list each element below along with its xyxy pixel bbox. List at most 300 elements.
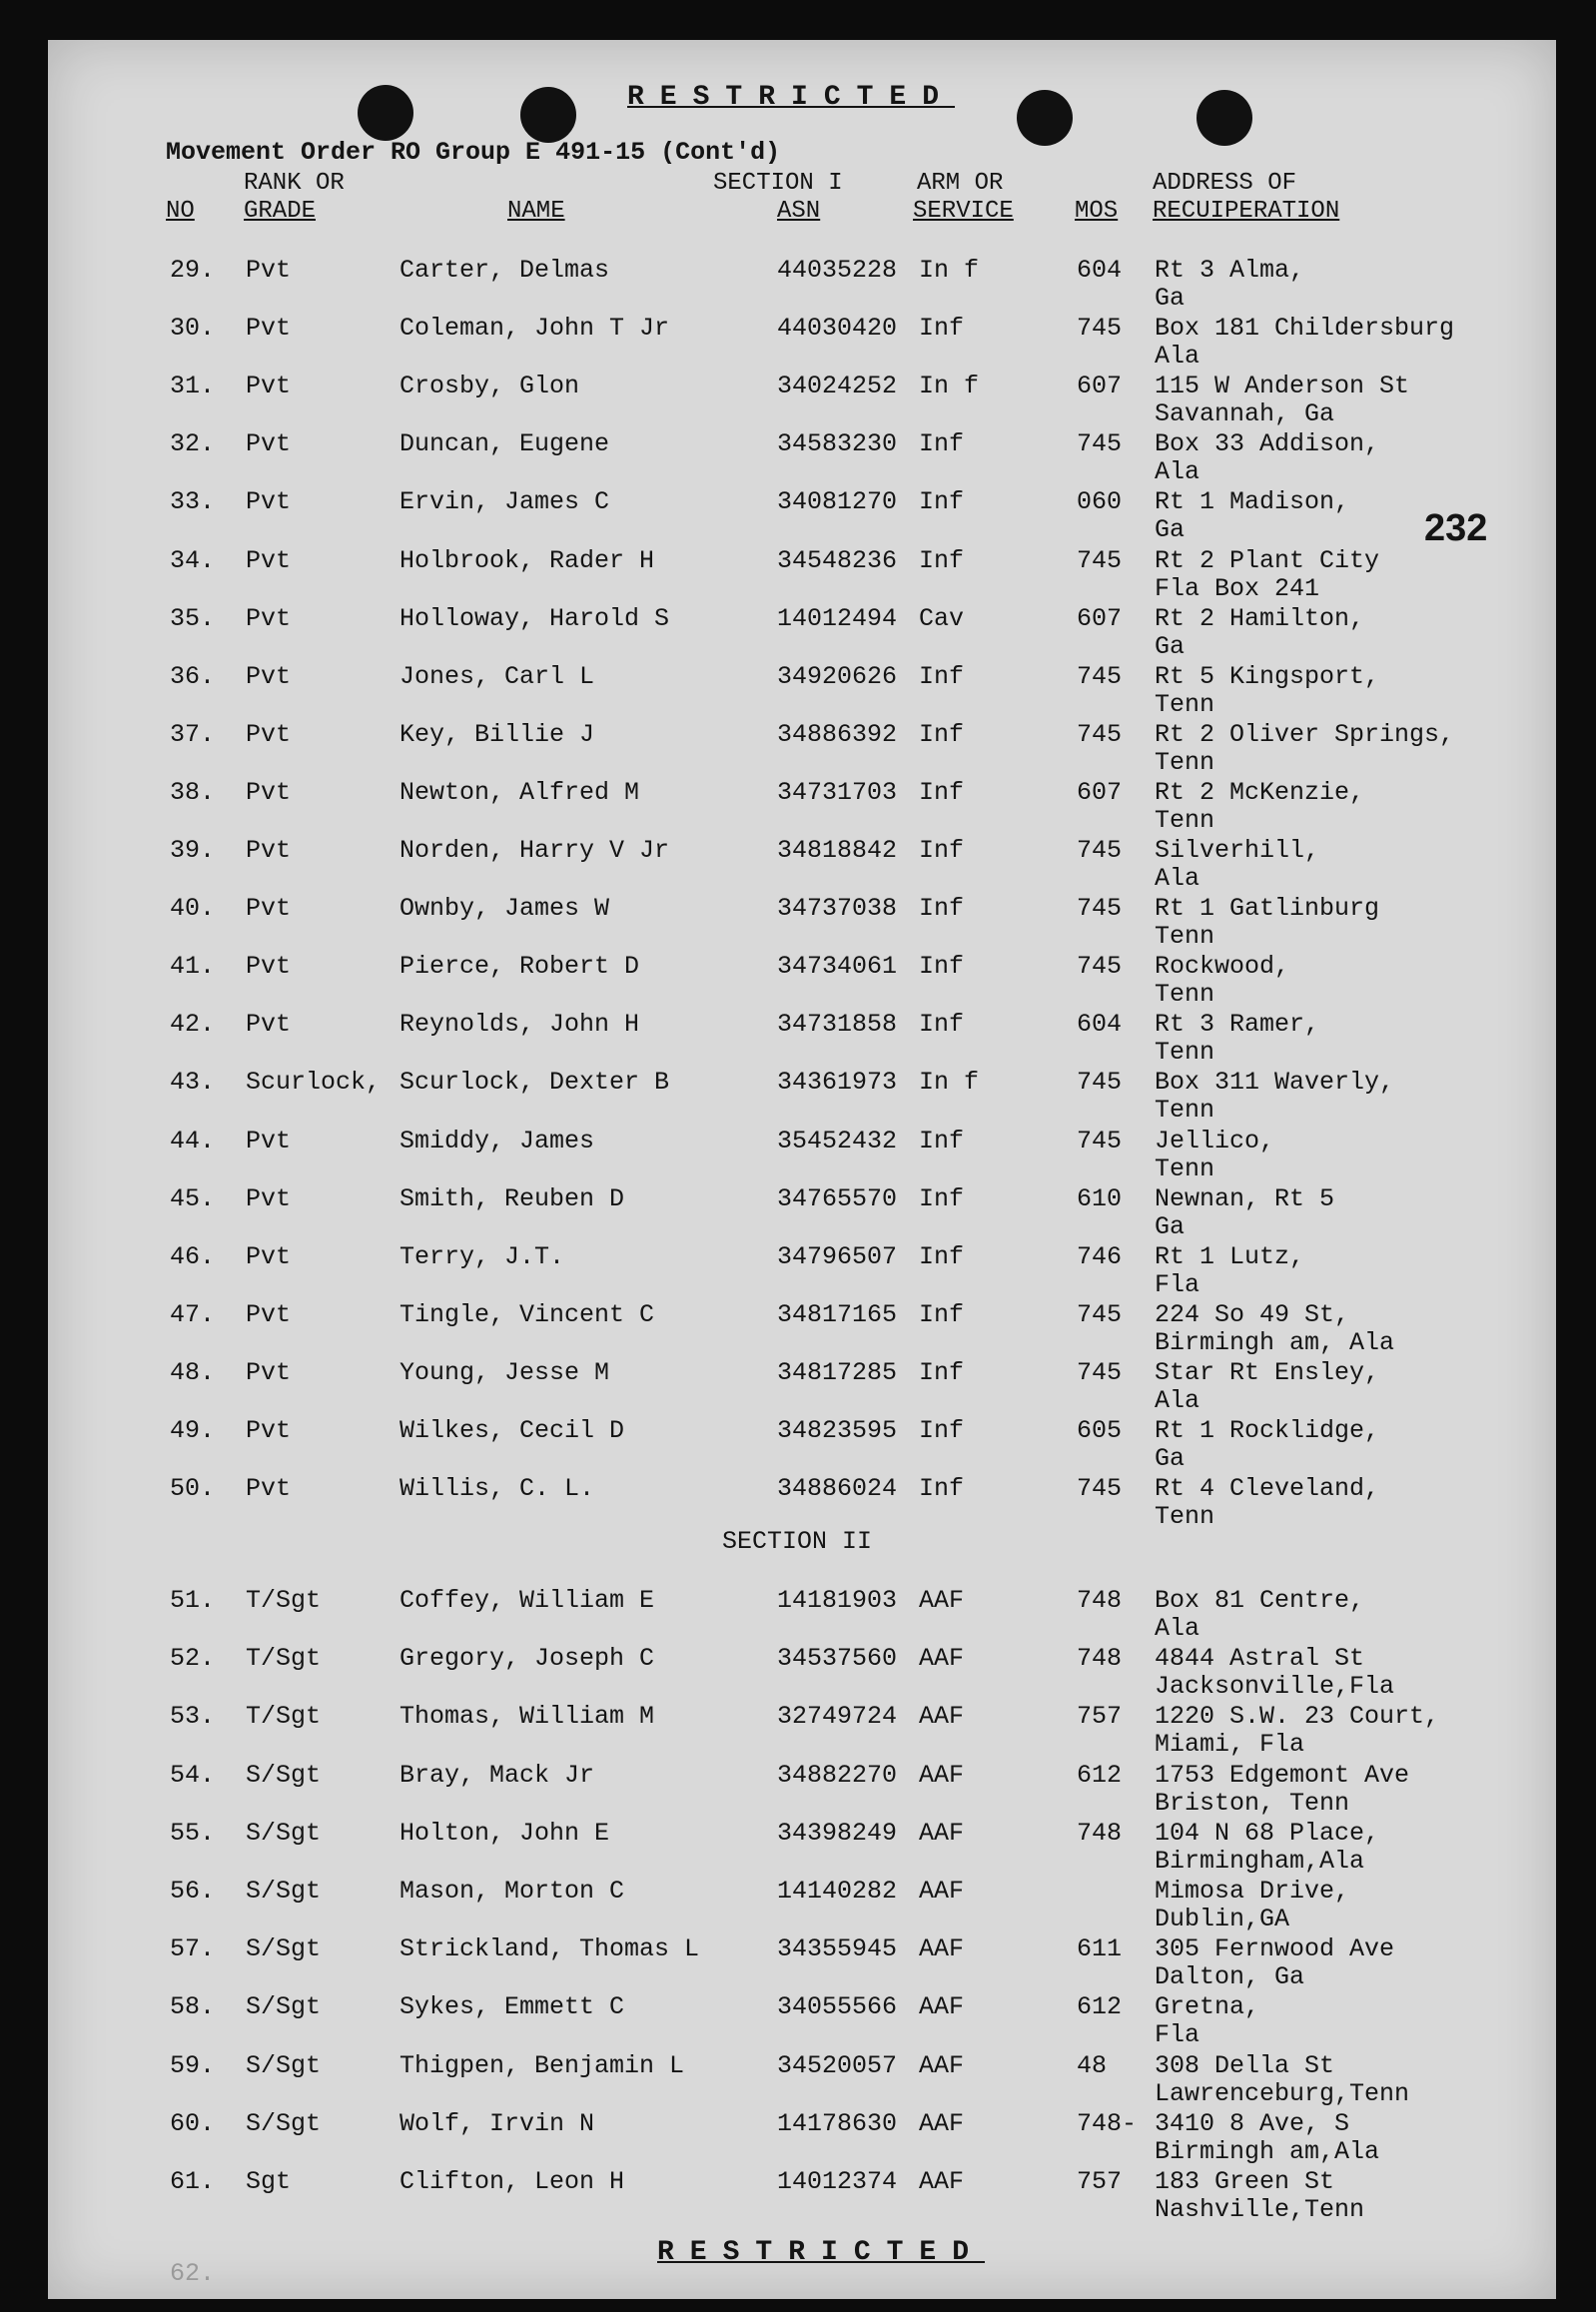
punch-hole	[1017, 90, 1073, 146]
address-line2: Tenn	[1155, 689, 1215, 719]
address-line1: Rt 1 Gatlinburg	[1155, 894, 1380, 924]
col-rank-line2: GRADE	[244, 198, 317, 225]
col-asn: ASN	[777, 198, 821, 225]
table-row	[48, 314, 1556, 372]
address-line2: Jacksonville,Fla	[1155, 1672, 1395, 1702]
mos-code: 605	[1077, 1416, 1123, 1445]
rank: Pvt	[246, 1010, 292, 1040]
soldier-name: Crosby, Glon	[399, 372, 580, 401]
mos-code: 612	[1077, 1760, 1123, 1790]
serial-number: 14181903	[777, 1586, 898, 1615]
serial-number: 35452432	[777, 1126, 898, 1156]
address-line1: Rt 4 Cleveland,	[1155, 1474, 1380, 1504]
col-no: NO	[166, 198, 195, 225]
table-row	[48, 2109, 1556, 2167]
address-line1: Box 81 Centre,	[1155, 1586, 1365, 1615]
row-number: 38.	[170, 777, 216, 807]
arm-or-service: Inf	[919, 952, 965, 982]
soldier-name: Jones, Carl L	[399, 661, 595, 691]
soldier-name: Smith, Reuben D	[399, 1183, 625, 1213]
arm-or-service: Inf	[919, 1126, 965, 1156]
mos-code: 748-	[1077, 2108, 1138, 2138]
rank: Pvt	[246, 719, 292, 749]
address-line2: Ga	[1155, 1444, 1186, 1473]
address-line2: Tenn	[1155, 922, 1215, 952]
mos-code: 607	[1077, 372, 1123, 401]
address-line2: Ga	[1155, 631, 1186, 661]
punch-hole	[520, 87, 576, 143]
serial-number: 34886392	[777, 719, 898, 749]
address-line2: Savannah, Ga	[1155, 399, 1335, 429]
address-line2: Birmingh am, Ala	[1155, 1327, 1395, 1357]
address-line2: Tenn	[1155, 980, 1215, 1010]
restricted-header: RESTRICTED	[627, 82, 956, 113]
table-row	[48, 1416, 1556, 1474]
mos-code: 745	[1077, 1474, 1123, 1504]
col-mos: MOS	[1075, 198, 1119, 225]
arm-or-service: Inf	[919, 314, 965, 344]
arm-or-service: Inf	[919, 1299, 965, 1329]
row-number: 61.	[170, 2167, 216, 2196]
soldier-name: Key, Billie J	[399, 719, 595, 749]
table-row	[48, 1586, 1556, 1644]
arm-or-service: Inf	[919, 1010, 965, 1040]
serial-number: 34537560	[777, 1644, 898, 1674]
rank: S/Sgt	[246, 1818, 322, 1848]
table-row	[48, 1068, 1556, 1126]
soldier-name: Holton, John E	[399, 1818, 610, 1848]
soldier-name: Sykes, Emmett C	[399, 1992, 625, 2022]
row-number: 29.	[170, 256, 216, 285]
serial-number: 34081270	[777, 487, 898, 517]
mos-code: 48	[1077, 2050, 1108, 2080]
serial-number: 34920626	[777, 661, 898, 691]
address-line1: 104 N 68 Place,	[1155, 1818, 1380, 1848]
table-row	[48, 1644, 1556, 1702]
address-line1: Silverhill,	[1155, 836, 1320, 865]
rank: Scurlock,	[246, 1068, 382, 1098]
address-line1: 224 So 49 St,	[1155, 1299, 1350, 1329]
serial-number: 34765570	[777, 1183, 898, 1213]
soldier-name: Smiddy, James	[399, 1126, 595, 1156]
row-number: 41.	[170, 952, 216, 982]
address-line1: Rt 3 Ramer,	[1155, 1010, 1320, 1040]
table-row	[48, 429, 1556, 487]
row-number: 43.	[170, 1068, 216, 1098]
mos-code: 745	[1077, 1299, 1123, 1329]
soldier-name: Terry, J.T.	[399, 1241, 565, 1271]
serial-number: 44035228	[777, 256, 898, 285]
arm-or-service: Inf	[919, 894, 965, 924]
soldier-name: Duncan, Eugene	[399, 429, 610, 459]
row-number: 30.	[170, 314, 216, 344]
address-line1: Rt 1 Madison,	[1155, 487, 1350, 517]
table-row	[48, 604, 1556, 662]
mos-code: 746	[1077, 1241, 1123, 1271]
address-line2: Ga	[1155, 284, 1186, 313]
rank: Pvt	[246, 1357, 292, 1387]
soldier-name: Young, Jesse M	[399, 1357, 610, 1387]
address-line2: Birmingham,Ala	[1155, 1846, 1365, 1876]
mos-code: 757	[1077, 1702, 1123, 1732]
address-line1: 3410 8 Ave, S	[1155, 2108, 1350, 2138]
mos-code: 610	[1077, 1183, 1123, 1213]
address-line2: Tenn	[1155, 747, 1215, 777]
address-line2: Tenn	[1155, 1038, 1215, 1068]
mos-code: 745	[1077, 545, 1123, 575]
col-arm-line2: SERVICE	[913, 198, 1014, 225]
col-address-line2: RECUIPERATION	[1153, 198, 1340, 225]
rank: Pvt	[246, 314, 292, 344]
address-line2: Ga	[1155, 515, 1186, 545]
arm-or-service: Inf	[919, 1357, 965, 1387]
serial-number: 14012374	[777, 2167, 898, 2196]
row-number: 49.	[170, 1416, 216, 1445]
arm-or-service: AAF	[919, 1702, 965, 1732]
address-line1: Newnan, Rt 5	[1155, 1183, 1335, 1213]
address-line2: Dublin,GA	[1155, 1905, 1290, 1933]
mos-code: 748	[1077, 1818, 1123, 1848]
mos-code: 745	[1077, 719, 1123, 749]
soldier-name: Ervin, James C	[399, 487, 610, 517]
serial-number: 34882270	[777, 1760, 898, 1790]
arm-or-service: Inf	[919, 1241, 965, 1271]
address-line2: Ala	[1155, 864, 1200, 893]
serial-number: 34398249	[777, 1818, 898, 1848]
arm-or-service: Cav	[919, 603, 965, 633]
row-number: 54.	[170, 1760, 216, 1790]
serial-number: 14178630	[777, 2108, 898, 2138]
address-line2: Tenn	[1155, 1154, 1215, 1183]
table-row	[48, 1992, 1556, 2050]
table-row	[48, 778, 1556, 836]
row-number: 32.	[170, 429, 216, 459]
serial-number: 34796507	[777, 1241, 898, 1271]
arm-or-service: In f	[919, 372, 980, 401]
serial-number: 34520057	[777, 2050, 898, 2080]
row-number: 47.	[170, 1299, 216, 1329]
address-line2: Ga	[1155, 1211, 1186, 1241]
row-number: 59.	[170, 2050, 216, 2080]
address-line1: 183 Green St	[1155, 2167, 1335, 2196]
address-line1: Rt 2 McKenzie,	[1155, 777, 1365, 807]
row-number: 57.	[170, 1934, 216, 1964]
soldier-name: Gregory, Joseph C	[399, 1644, 655, 1674]
table-row	[48, 256, 1556, 314]
rank: T/Sgt	[246, 1702, 322, 1732]
address-line2: Fla Box 241	[1155, 573, 1320, 603]
serial-number: 34548236	[777, 545, 898, 575]
row-number: 51.	[170, 1586, 216, 1615]
address-line2: Nashville,Tenn	[1155, 2195, 1365, 2224]
row-number: 48.	[170, 1357, 216, 1387]
soldier-name: Mason, Morton C	[399, 1877, 625, 1906]
table-row	[48, 836, 1556, 894]
address-line2: Briston, Tenn	[1155, 1788, 1350, 1818]
address-line1: 1220 S.W. 23 Court,	[1155, 1702, 1440, 1732]
arm-or-service: Inf	[919, 487, 965, 517]
serial-number: 14012494	[777, 603, 898, 633]
address-line1: Rt 3 Alma,	[1155, 256, 1305, 285]
punch-hole	[358, 85, 413, 141]
address-line1: Gretna,	[1155, 1992, 1260, 2022]
arm-or-service: AAF	[919, 1818, 965, 1848]
rank: S/Sgt	[246, 2108, 322, 2138]
address-line1: Jellico,	[1155, 1126, 1275, 1156]
address-line2: Ala	[1155, 457, 1200, 487]
serial-number: 34818842	[777, 836, 898, 865]
arm-or-service: Inf	[919, 719, 965, 749]
address-line1: 1753 Edgemont Ave	[1155, 1760, 1410, 1790]
rank: Pvt	[246, 1126, 292, 1156]
address-line1: Rt 1 Rocklidge,	[1155, 1416, 1380, 1445]
address-line2: Ala	[1155, 342, 1200, 372]
mos-code: 745	[1077, 894, 1123, 924]
serial-number: 34737038	[777, 894, 898, 924]
soldier-name: Willis, C. L.	[399, 1474, 595, 1504]
address-line2: Birmingh am,Ala	[1155, 2136, 1380, 2166]
row-number: 36.	[170, 661, 216, 691]
rank: Pvt	[246, 256, 292, 285]
row-number: 60.	[170, 2108, 216, 2138]
address-line1: Rt 2 Oliver Springs,	[1155, 719, 1455, 749]
soldier-name: Wolf, Irvin N	[399, 2108, 595, 2138]
mos-code: 612	[1077, 1992, 1123, 2022]
address-line1: Mimosa Drive,	[1155, 1877, 1350, 1906]
section-i-label: SECTION I	[713, 170, 843, 197]
row-number: 42.	[170, 1010, 216, 1040]
rank: S/Sgt	[246, 1934, 322, 1964]
address-line2: Tenn	[1155, 805, 1215, 835]
arm-or-service: AAF	[919, 1992, 965, 2022]
row-number: 31.	[170, 372, 216, 401]
address-line1: Box 181 Childersburg	[1155, 314, 1455, 344]
punch-hole	[1197, 90, 1252, 146]
rank: T/Sgt	[246, 1644, 322, 1674]
rank: Pvt	[246, 487, 292, 517]
rank: Pvt	[246, 545, 292, 575]
address-line1: Rt 2 Plant City	[1155, 545, 1380, 575]
table-row	[48, 1358, 1556, 1416]
arm-or-service: AAF	[919, 1760, 965, 1790]
arm-or-service: AAF	[919, 2050, 965, 2080]
rank: S/Sgt	[246, 1877, 322, 1906]
row-number: 56.	[170, 1877, 216, 1906]
serial-number: 34024252	[777, 372, 898, 401]
address-line1: 308 Della St	[1155, 2050, 1335, 2080]
soldier-name: Bray, Mack Jr	[399, 1760, 595, 1790]
rank: Sgt	[246, 2167, 292, 2196]
table-row	[48, 1877, 1556, 1934]
serial-number: 34886024	[777, 1474, 898, 1504]
rank: S/Sgt	[246, 1992, 322, 2022]
table-row	[48, 1702, 1556, 1760]
rank: S/Sgt	[246, 2050, 322, 2080]
table-row	[48, 720, 1556, 778]
address-line2: Ala	[1155, 1614, 1200, 1643]
soldier-name: Scurlock, Dexter B	[399, 1068, 670, 1098]
arm-or-service: Inf	[919, 429, 965, 459]
rank: Pvt	[246, 777, 292, 807]
row-number: 50.	[170, 1474, 216, 1504]
col-rank-line1: RANK OR	[244, 170, 345, 197]
mos-code: 604	[1077, 256, 1123, 285]
movement-order-title: Movement Order RO Group E 491-15 (Cont'd)	[166, 138, 781, 167]
address-line2: Lawrenceburg,Tenn	[1155, 2078, 1410, 2108]
row-number: 46.	[170, 1241, 216, 1271]
arm-or-service: In f	[919, 1068, 980, 1098]
rank: Pvt	[246, 1474, 292, 1504]
table-row	[48, 546, 1556, 604]
mos-code: 748	[1077, 1586, 1123, 1615]
arm-or-service: AAF	[919, 1877, 965, 1906]
soldier-name: Holloway, Harold S	[399, 603, 670, 633]
rank: Pvt	[246, 661, 292, 691]
arm-or-service: AAF	[919, 2108, 965, 2138]
row-number: 35.	[170, 603, 216, 633]
table-row	[48, 1010, 1556, 1068]
table-row	[48, 1127, 1556, 1184]
rank: Pvt	[246, 952, 292, 982]
restricted-footer: RESTRICTED	[657, 2237, 986, 2268]
row-number: 53.	[170, 1702, 216, 1732]
serial-number: 34823595	[777, 1416, 898, 1445]
arm-or-service: Inf	[919, 1474, 965, 1504]
arm-or-service: Inf	[919, 777, 965, 807]
trailing-row-number: 62.	[170, 2259, 216, 2288]
mos-code: 604	[1077, 1010, 1123, 1040]
row-number: 37.	[170, 719, 216, 749]
serial-number: 34355945	[777, 1934, 898, 1964]
soldier-name: Thigpen, Benjamin L	[399, 2050, 685, 2080]
soldier-name: Wilkes, Cecil D	[399, 1416, 625, 1445]
address-line1: Rt 2 Hamilton,	[1155, 603, 1365, 633]
mos-code: 745	[1077, 661, 1123, 691]
row-number: 52.	[170, 1644, 216, 1674]
soldier-name: Pierce, Robert D	[399, 952, 640, 982]
address-line1: Rt 5 Kingsport,	[1155, 661, 1380, 691]
address-line2: Miami, Fla	[1155, 1730, 1305, 1760]
mos-code: 745	[1077, 1126, 1123, 1156]
table-row	[48, 487, 1556, 545]
row-number: 45.	[170, 1183, 216, 1213]
rank: Pvt	[246, 1299, 292, 1329]
page-number: 232	[1424, 507, 1488, 549]
document-page	[48, 40, 1556, 2299]
col-name: NAME	[507, 198, 565, 225]
address-line1: Rockwood,	[1155, 952, 1290, 982]
serial-number: 34731858	[777, 1010, 898, 1040]
address-line2: Fla	[1155, 1269, 1200, 1299]
mos-code: 060	[1077, 487, 1123, 517]
arm-or-service: Inf	[919, 836, 965, 865]
col-arm-line1: ARM OR	[917, 170, 1004, 197]
address-line1: Star Rt Ensley,	[1155, 1357, 1380, 1387]
arm-or-service: In f	[919, 256, 980, 285]
serial-number: 34361973	[777, 1068, 898, 1098]
rank: Pvt	[246, 836, 292, 865]
rank: Pvt	[246, 1183, 292, 1213]
mos-code: 611	[1077, 1934, 1123, 1964]
rank: Pvt	[246, 1416, 292, 1445]
row-number: 55.	[170, 1818, 216, 1848]
soldier-name: Holbrook, Rader H	[399, 545, 655, 575]
mos-code: 745	[1077, 952, 1123, 982]
table-row	[48, 1300, 1556, 1358]
serial-number: 14140282	[777, 1877, 898, 1906]
soldier-name: Thomas, William M	[399, 1702, 655, 1732]
mos-code: 745	[1077, 314, 1123, 344]
row-number: 39.	[170, 836, 216, 865]
arm-or-service: AAF	[919, 1934, 965, 1964]
serial-number: 34055566	[777, 1992, 898, 2022]
table-row	[48, 1184, 1556, 1242]
soldier-name: Reynolds, John H	[399, 1010, 640, 1040]
rank: Pvt	[246, 372, 292, 401]
mos-code: 745	[1077, 429, 1123, 459]
mos-code: 745	[1077, 836, 1123, 865]
soldier-name: Strickland, Thomas L	[399, 1934, 700, 1964]
table-row	[48, 894, 1556, 952]
address-line1: Rt 1 Lutz,	[1155, 1241, 1305, 1271]
mos-code: 607	[1077, 603, 1123, 633]
row-number: 40.	[170, 894, 216, 924]
rank: Pvt	[246, 1241, 292, 1271]
table-row	[48, 1761, 1556, 1819]
soldier-name: Coleman, John T Jr	[399, 314, 670, 344]
soldier-name: Tingle, Vincent C	[399, 1299, 655, 1329]
mos-code: 607	[1077, 777, 1123, 807]
serial-number: 34583230	[777, 429, 898, 459]
serial-number: 44030420	[777, 314, 898, 344]
arm-or-service: Inf	[919, 1183, 965, 1213]
table-row	[48, 2167, 1556, 2225]
serial-number: 34734061	[777, 952, 898, 982]
address-line1: 115 W Anderson St	[1155, 372, 1410, 401]
rank: Pvt	[246, 603, 292, 633]
soldier-name: Newton, Alfred M	[399, 777, 640, 807]
rank: T/Sgt	[246, 1586, 322, 1615]
address-line1: 4844 Astral St	[1155, 1644, 1365, 1674]
rank: Pvt	[246, 429, 292, 459]
section-ii-title: SECTION II	[722, 1527, 873, 1556]
row-number: 44.	[170, 1126, 216, 1156]
rank: S/Sgt	[246, 1760, 322, 1790]
serial-number: 32749724	[777, 1702, 898, 1732]
mos-code: 748	[1077, 1644, 1123, 1674]
address-line2: Ala	[1155, 1385, 1200, 1415]
table-row	[48, 1819, 1556, 1877]
address-line1: Box 311 Waverly,	[1155, 1068, 1395, 1098]
arm-or-service: Inf	[919, 545, 965, 575]
serial-number: 34731703	[777, 777, 898, 807]
arm-or-service: AAF	[919, 1586, 965, 1615]
soldier-name: Clifton, Leon H	[399, 2167, 625, 2196]
rank: Pvt	[246, 894, 292, 924]
row-number: 58.	[170, 1992, 216, 2022]
serial-number: 34817285	[777, 1357, 898, 1387]
soldier-name: Norden, Harry V Jr	[399, 836, 670, 865]
mos-code: 745	[1077, 1357, 1123, 1387]
table-row	[48, 1474, 1556, 1532]
address-line1: 305 Fernwood Ave	[1155, 1934, 1395, 1964]
table-row	[48, 1934, 1556, 1992]
table-row	[48, 662, 1556, 720]
row-number: 34.	[170, 545, 216, 575]
mos-code: 745	[1077, 1068, 1123, 1098]
soldier-name: Ownby, James W	[399, 894, 610, 924]
soldier-name: Coffey, William E	[399, 1586, 655, 1615]
